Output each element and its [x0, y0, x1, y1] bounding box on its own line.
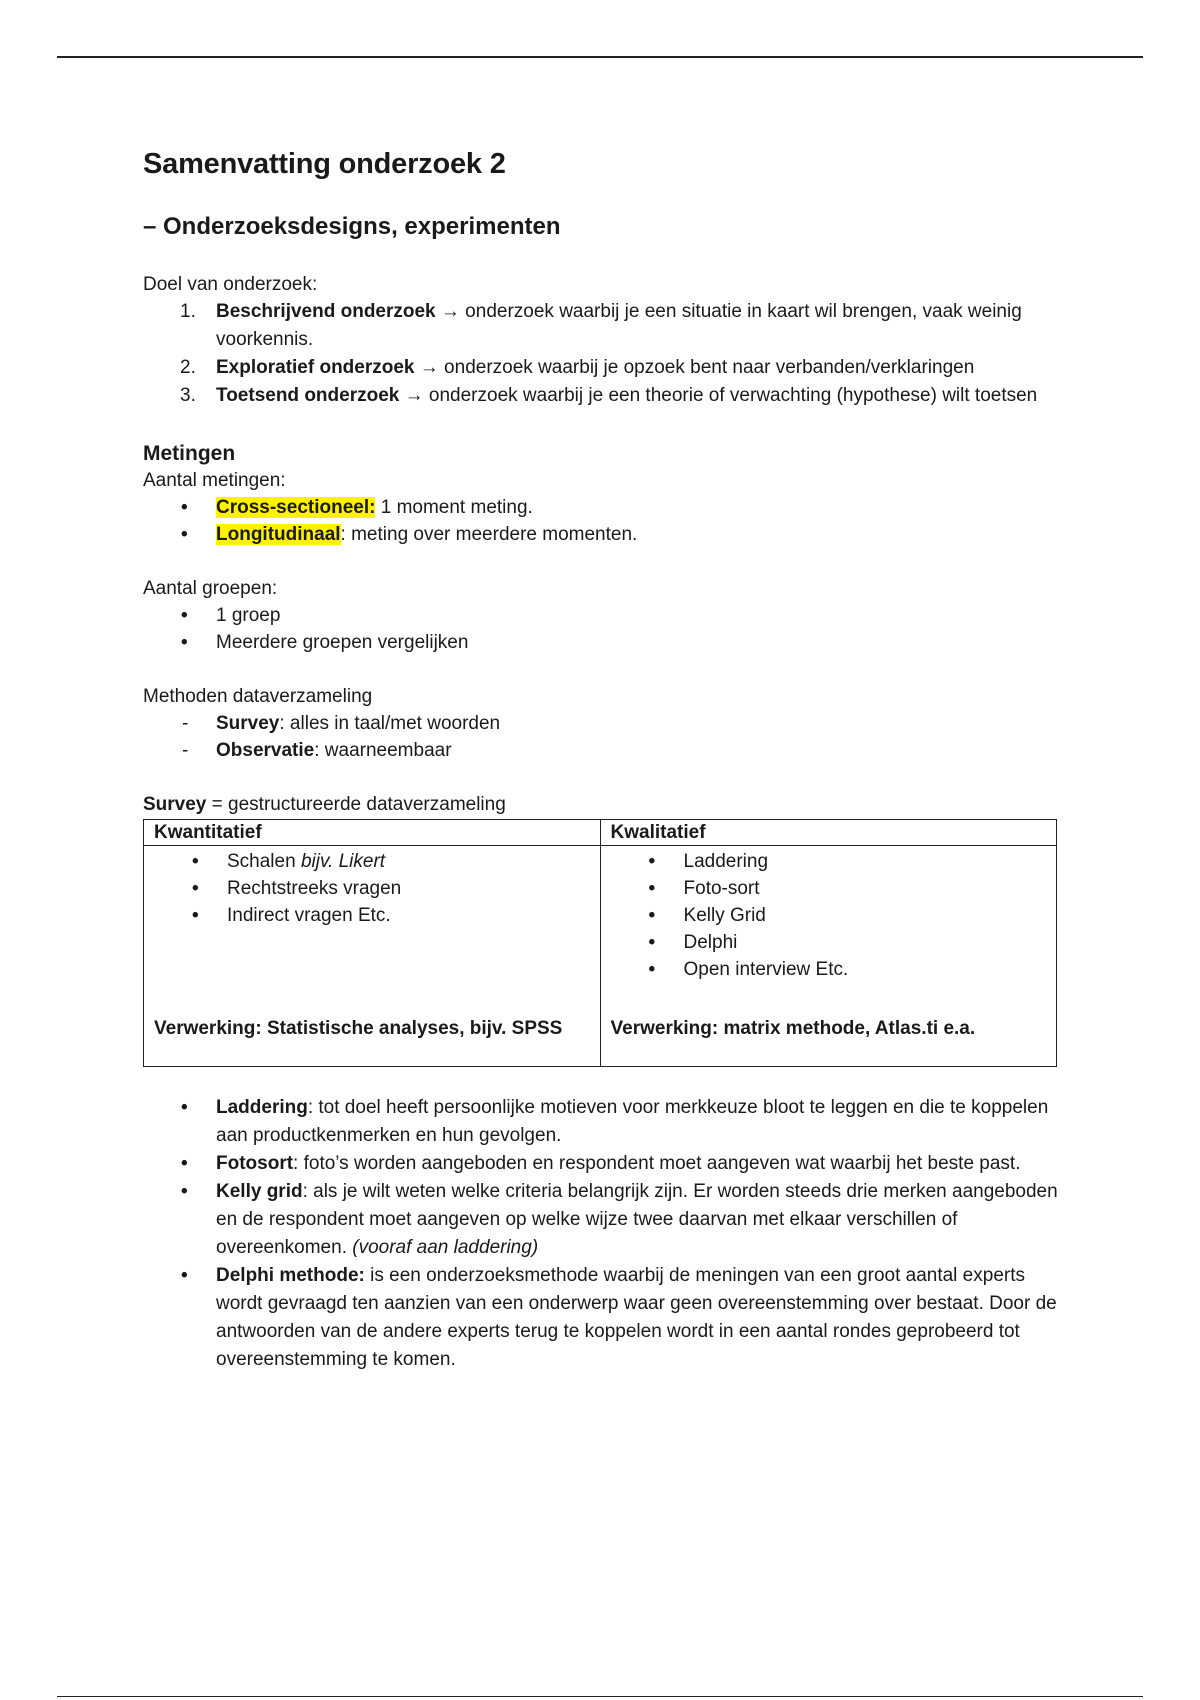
list-item: • Open interview Etc. — [648, 959, 849, 980]
list-item: • Fotosort: foto’s worden aangeboden en respondent moet aangeven wat waarbij het beste past. — [181, 1153, 1021, 1174]
definitions-list — [143, 1094, 1063, 1374]
list-item: • Longitudinaal: meting over meerdere momenten. — [181, 524, 638, 545]
list-item: • Kelly grid: als je wilt weten welke criteria belangrijk zijn. Er worden steeds drie merken aangeboden en de respondent moet aangeven op welke wijze twee daarvan met elkaar verschillen of overeenkomen. (vooraf aan laddering) — [181, 1181, 1058, 1258]
doel-list — [143, 298, 1063, 410]
header-rule — [57, 56, 1143, 58]
methoden-label: Methoden dataverzameling — [143, 686, 373, 707]
metingen-heading: Metingen — [143, 442, 236, 465]
list-item: • Foto-sort — [648, 878, 760, 899]
aantal-metingen-label: Aantal metingen: — [143, 470, 286, 491]
list-item: - Observatie: waarneembaar — [182, 740, 452, 761]
list-item: - Survey: alles in taal/met woorden — [182, 713, 501, 734]
list-item: • Delphi methode: is een onderzoeksmethode waarbij de meningen van een groot aantal experts wordt gevraagd ten aanzien van een onderwerp waar geen overeenstemming over bestaat. Door de antwoorden van de andere experts terug te koppelen wordt in een aantal rondes geprobeerd tot overeenstemming te komen. — [181, 1265, 1057, 1370]
methoden-list — [143, 710, 1063, 764]
list-item: • Laddering: tot doel heeft persoonlijke motieven voor merkkeuze bloot te leggen en die te koppelen aan productkenmerken en hun gevolgen. — [181, 1097, 1049, 1146]
verwerking-kwalitatief: Verwerking: matrix methode, Atlas.ti e.a. — [610, 1018, 976, 1039]
table-cell-kwantitatief — [144, 846, 601, 1067]
aantal-groepen-label: Aantal groepen: — [143, 578, 278, 599]
document-page — [143, 140, 1063, 1374]
list-item: 2. Exploratief onderzoek → onderzoek waarbij je opzoek bent naar verbanden/verklaringen — [180, 357, 975, 378]
verwerking-kwantitatief: Verwerking: Statistische analyses, bijv. SPSS — [154, 1018, 563, 1039]
document-subtitle: – Onderzoeksdesigns, experimenten — [143, 213, 561, 240]
list-item: • Kelly Grid — [648, 905, 766, 926]
metingen-list — [143, 494, 1063, 548]
list-item: • Laddering — [648, 851, 769, 872]
footer-rule — [57, 1696, 1143, 1697]
groepen-list — [143, 602, 1063, 656]
list-item: • Indirect vragen Etc. — [192, 905, 391, 926]
document-title: Samenvatting onderzoek 2 — [143, 148, 506, 180]
table-header-kwalitatief: Kwalitatief — [600, 820, 1056, 846]
list-item: • Rechtstreeks vragen — [192, 878, 402, 899]
list-item: 3. Toetsend onderzoek → onderzoek waarbij je een theorie of verwachting (hypothese) wilt toetsen — [180, 385, 1038, 406]
table-cell-kwalitatief — [600, 846, 1056, 1067]
survey-label: Survey = gestructureerde dataverzameling — [143, 794, 506, 815]
doel-label: Doel van onderzoek: — [143, 274, 318, 295]
list-item: • Meerdere groepen vergelijken — [181, 632, 469, 653]
list-item: 1. Beschrijvend onderzoek → onderzoek waarbij je een situatie in kaart wil brengen, vaak weinig voorkennis. — [180, 301, 1022, 350]
list-item: • Cross-sectioneel: 1 moment meting. — [181, 497, 533, 518]
table-header-kwantitatief: Kwantitatief — [144, 820, 601, 846]
survey-table — [143, 819, 1057, 1067]
list-item: • Schalen bijv. Likert — [192, 851, 386, 872]
list-item: • Delphi — [648, 932, 738, 953]
list-item: • 1 groep — [181, 605, 281, 626]
